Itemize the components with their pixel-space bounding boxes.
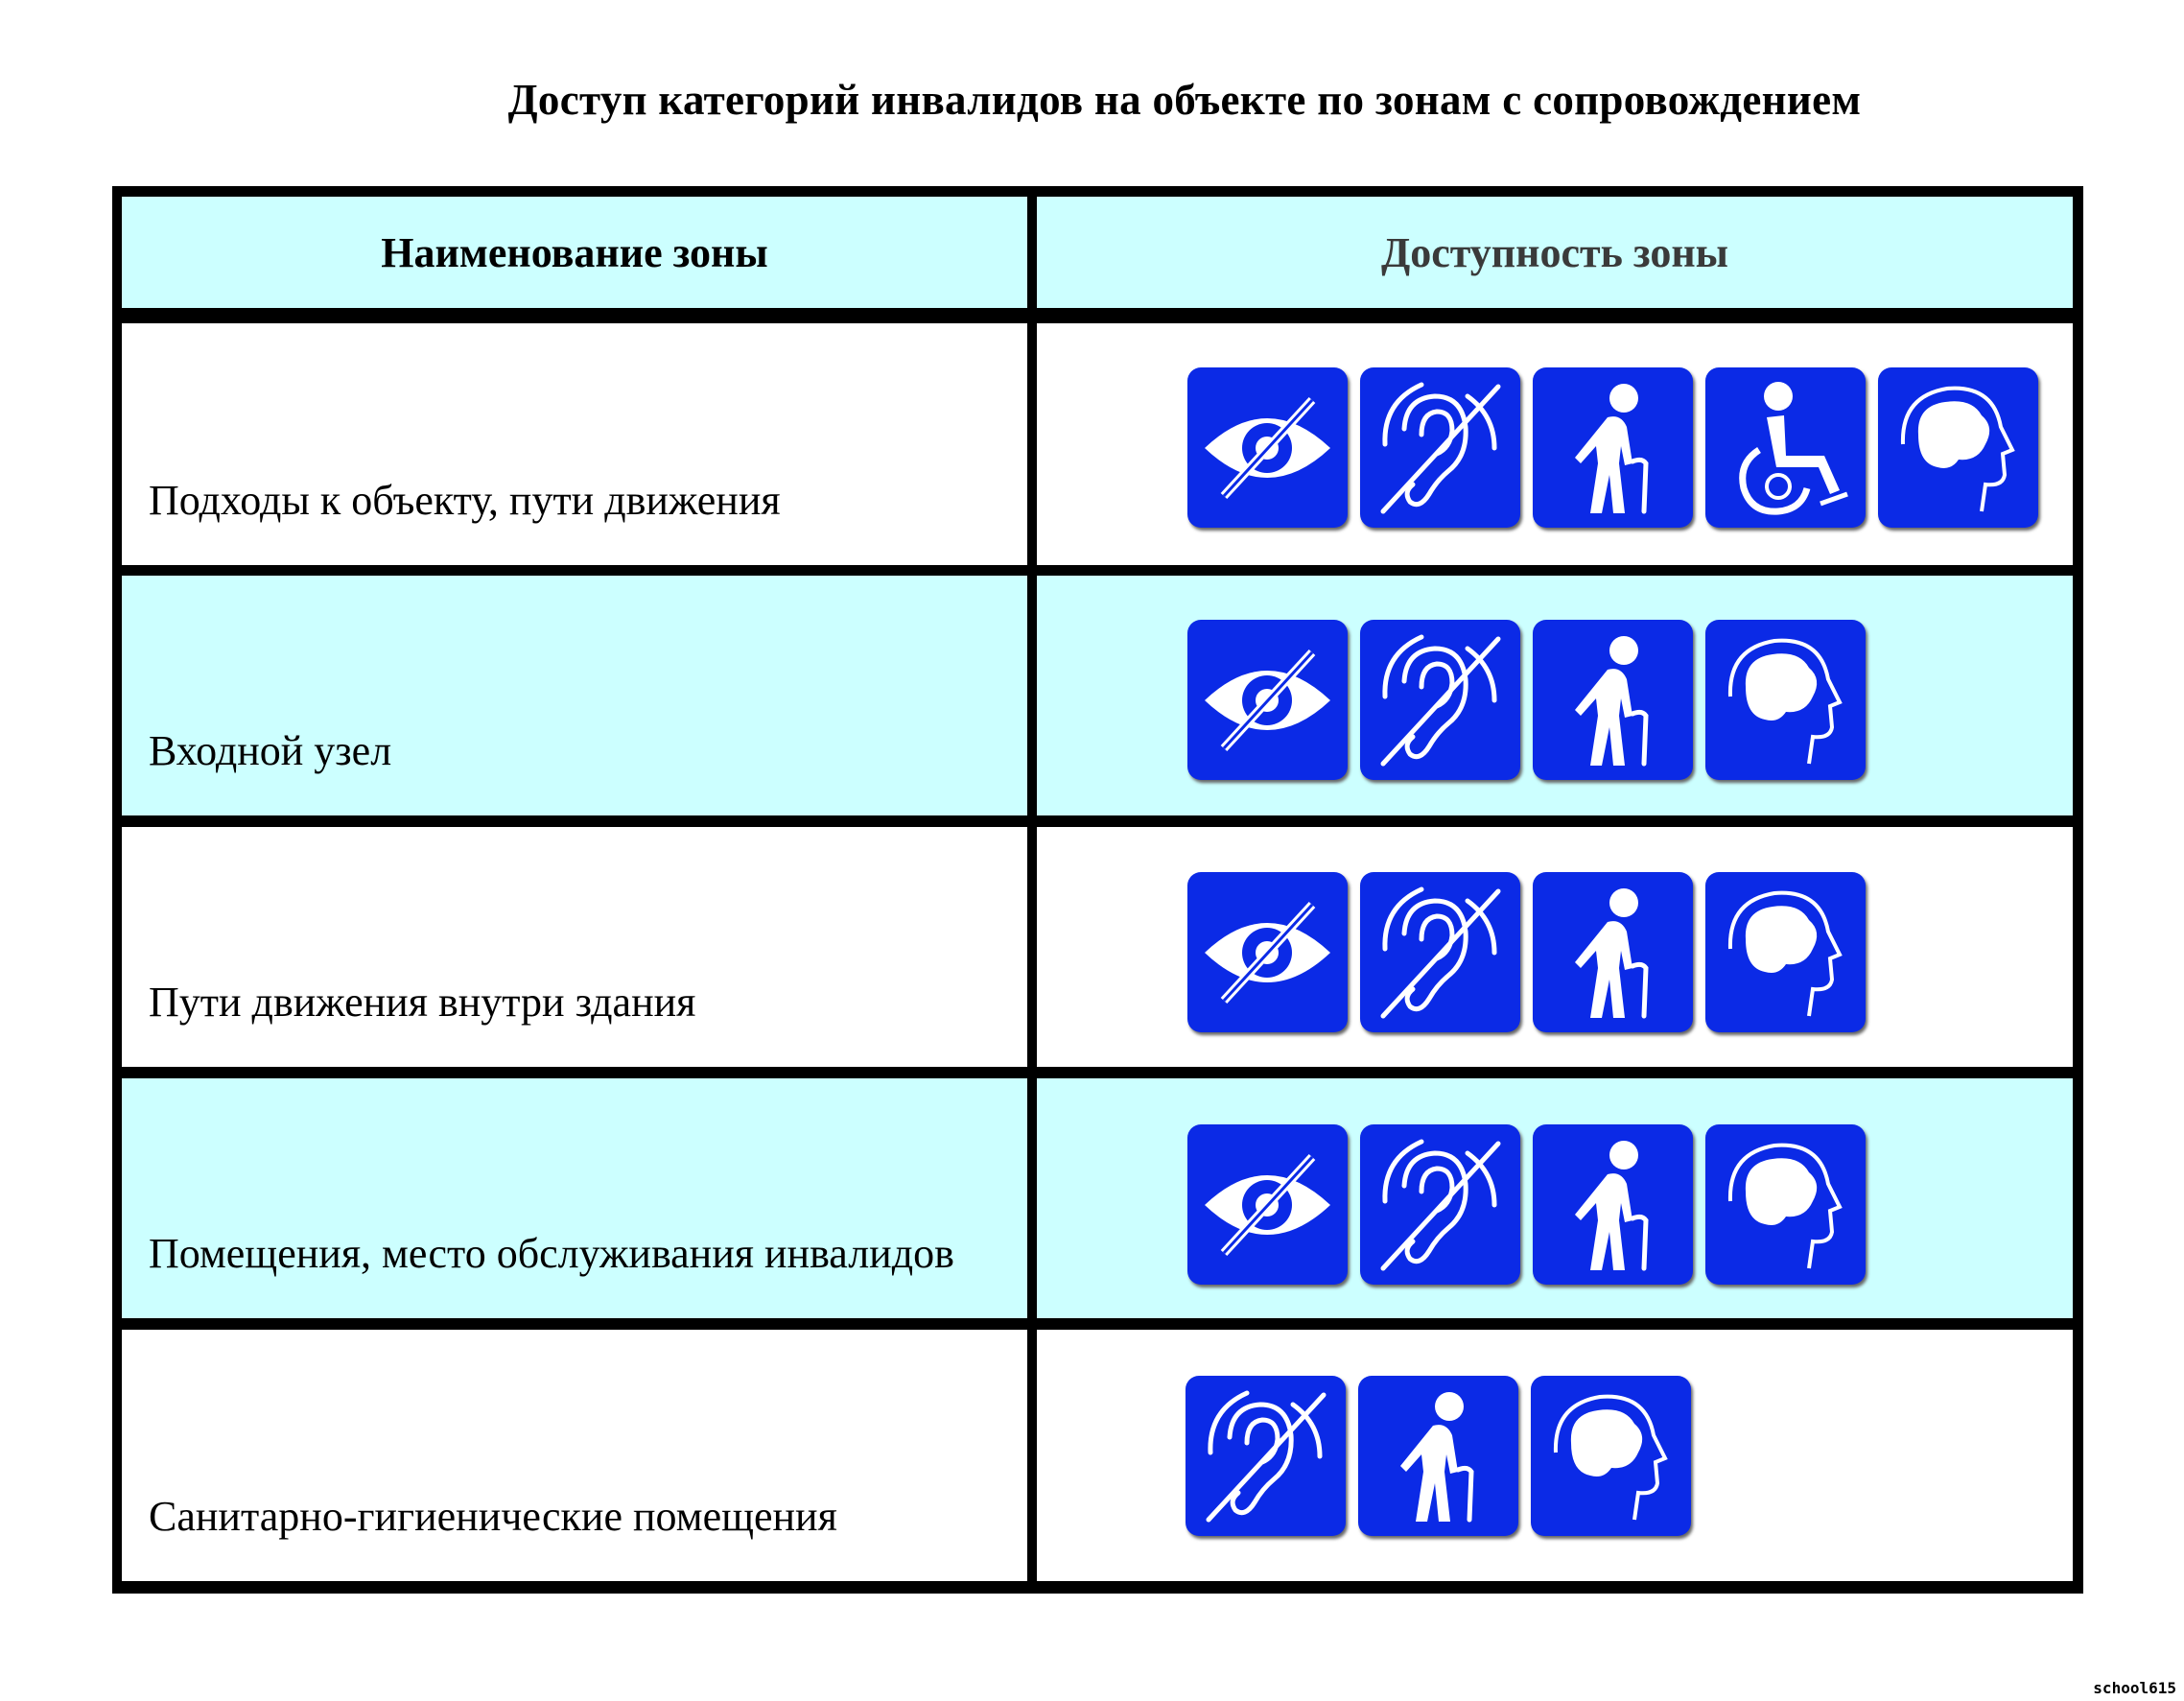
zone-name-3: Пути движения внутри здания bbox=[122, 827, 1027, 1067]
mental-disability-icon bbox=[1705, 872, 1866, 1032]
zone-name-1: Подходы к объекту, пути движения bbox=[122, 323, 1027, 565]
hearing-impaired-icon bbox=[1360, 1124, 1520, 1285]
elderly-with-cane-icon bbox=[1533, 1124, 1693, 1285]
zone-name-5: Санитарно-гигиенические помещения bbox=[122, 1330, 1027, 1581]
visually-impaired-icon bbox=[1187, 367, 1348, 528]
hearing-impaired-icon bbox=[1360, 367, 1520, 528]
header-zone-name: Наименование зоны bbox=[122, 197, 1027, 308]
elderly-with-cane-icon bbox=[1533, 367, 1693, 528]
elderly-with-cane-icon bbox=[1533, 872, 1693, 1032]
header-zone-availability: Доступность зоны bbox=[1037, 197, 2073, 308]
elderly-with-cane-icon bbox=[1358, 1376, 1518, 1536]
icon-row-5 bbox=[1186, 1376, 1691, 1536]
icon-row-4 bbox=[1187, 1124, 1866, 1285]
mental-disability-icon bbox=[1705, 1124, 1866, 1285]
mental-disability-icon bbox=[1531, 1376, 1691, 1536]
watermark: school615 bbox=[2093, 1679, 2176, 1697]
icon-row-1 bbox=[1187, 367, 2038, 528]
hearing-impaired-icon bbox=[1360, 872, 1520, 1032]
hearing-impaired-icon bbox=[1186, 1376, 1346, 1536]
zones-table bbox=[112, 186, 2083, 1594]
elderly-with-cane-icon bbox=[1533, 620, 1693, 780]
page-title: Доступ категорий инвалидов на объекте по зонам с сопровождением bbox=[507, 76, 1862, 124]
zone-name-4: Помещения, место обслуживания инвалидов bbox=[122, 1078, 1027, 1318]
mental-disability-icon bbox=[1705, 620, 1866, 780]
mental-disability-icon bbox=[1878, 367, 2038, 528]
visually-impaired-icon bbox=[1187, 872, 1348, 1032]
hearing-impaired-icon bbox=[1360, 620, 1520, 780]
icon-row-3 bbox=[1187, 872, 1866, 1032]
visually-impaired-icon bbox=[1187, 620, 1348, 780]
visually-impaired-icon bbox=[1187, 1124, 1348, 1285]
zone-name-2: Входной узел bbox=[122, 576, 1027, 815]
icon-row-2 bbox=[1187, 620, 1866, 780]
wheelchair-icon bbox=[1705, 367, 1866, 528]
